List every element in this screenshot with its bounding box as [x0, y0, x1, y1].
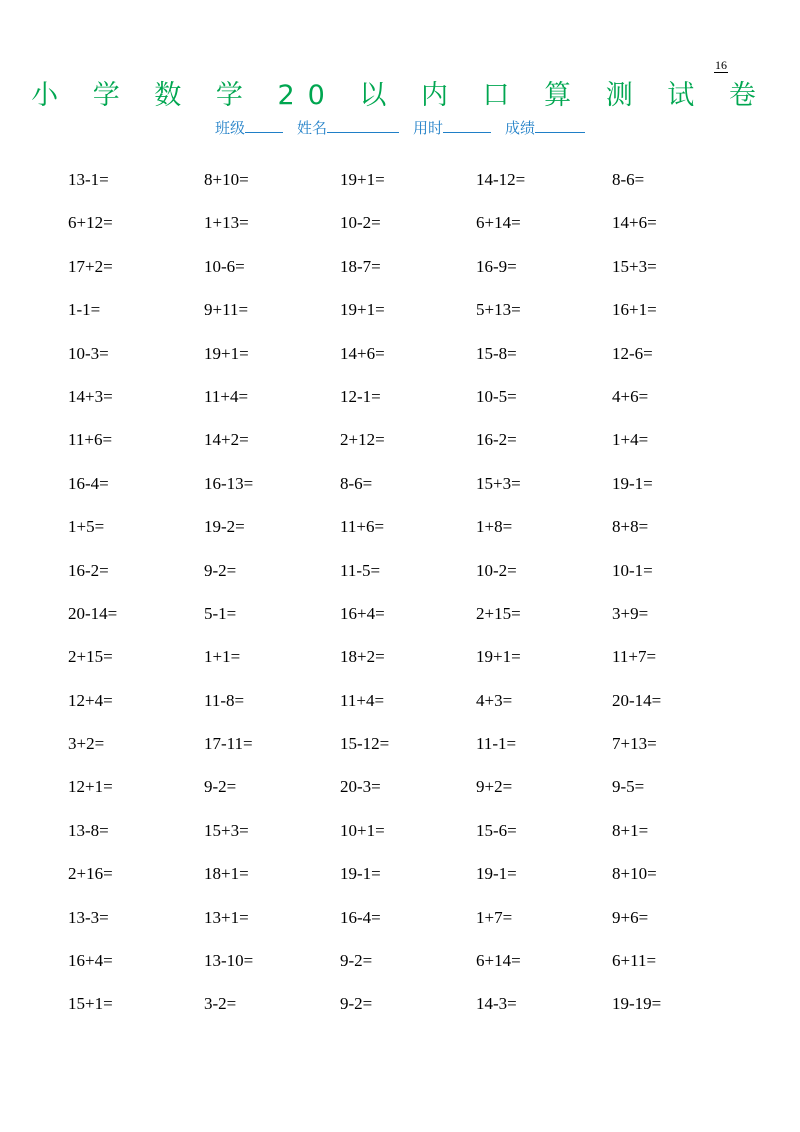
arithmetic-problem: 9+11=	[204, 300, 249, 320]
arithmetic-problem: 11+6=	[340, 517, 385, 537]
arithmetic-problem: 18+2=	[340, 647, 385, 667]
arithmetic-problem: 16-4=	[68, 473, 109, 493]
arithmetic-problem: 14+6=	[612, 213, 657, 233]
arithmetic-problem: 10-1=	[612, 560, 653, 580]
arithmetic-problem: 1+1=	[204, 647, 241, 667]
arithmetic-problem: 1+7=	[476, 907, 513, 927]
arithmetic-problem: 10-2=	[340, 213, 381, 233]
arithmetic-problem: 9-2=	[340, 994, 373, 1014]
arithmetic-problem: 13-3=	[68, 907, 109, 927]
arithmetic-problem: 20-3=	[340, 777, 381, 797]
arithmetic-problem: 2+15=	[476, 603, 521, 623]
info-field-label: 班级	[214, 119, 245, 137]
arithmetic-problem: 16-2=	[68, 560, 109, 580]
arithmetic-problem: 18+1=	[204, 864, 249, 884]
arithmetic-problem: 8+10=	[612, 864, 657, 884]
arithmetic-problem: 10-3=	[68, 343, 109, 363]
arithmetic-problem: 19+1=	[476, 647, 521, 667]
arithmetic-problem: 9+6=	[612, 907, 649, 927]
arithmetic-problem: 2+15=	[68, 647, 113, 667]
arithmetic-problem: 16-9=	[476, 256, 517, 276]
arithmetic-problem: 10+1=	[340, 820, 385, 840]
arithmetic-problem: 8+8=	[612, 517, 649, 537]
fill-in-blank	[327, 116, 399, 133]
name-field	[297, 116, 399, 139]
arithmetic-problem: 17-11=	[204, 734, 253, 754]
arithmetic-problem: 11+7=	[612, 647, 657, 667]
arithmetic-problem: 11-8=	[204, 690, 245, 710]
arithmetic-problem: 12-6=	[612, 343, 653, 363]
arithmetic-problem: 14+6=	[340, 343, 385, 363]
arithmetic-problem: 1+5=	[68, 517, 105, 537]
arithmetic-problem: 9-2=	[204, 777, 237, 797]
arithmetic-problem: 14-12=	[476, 170, 526, 189]
time-field	[413, 116, 491, 139]
arithmetic-problem: 19+1=	[340, 170, 385, 189]
arithmetic-problem: 15+3=	[476, 473, 521, 493]
arithmetic-problem: 19+1=	[340, 300, 385, 320]
arithmetic-problem: 15-12=	[340, 734, 390, 754]
arithmetic-problem: 13-1=	[68, 170, 109, 189]
arithmetic-problem: 1+8=	[476, 517, 513, 537]
arithmetic-problem: 19+1=	[204, 343, 249, 363]
arithmetic-problem: 19-2=	[204, 517, 245, 537]
arithmetic-problem: 10-6=	[204, 256, 245, 276]
arithmetic-problem: 19-1=	[612, 473, 653, 493]
info-field-label: 姓名	[296, 119, 327, 137]
arithmetic-problem: 8-6=	[612, 170, 645, 189]
worksheet-title: 小 学 数 学 20 以 内 口 算 测 试 卷	[31, 80, 769, 111]
fill-in-blank	[245, 116, 283, 133]
arithmetic-problem: 4+6=	[612, 386, 649, 406]
arithmetic-problem: 17+2=	[68, 256, 113, 276]
arithmetic-problem: 19-19=	[612, 994, 662, 1014]
arithmetic-problem: 15+3=	[204, 820, 249, 840]
arithmetic-problem: 14+3=	[68, 386, 113, 406]
arithmetic-problem: 11-1=	[476, 734, 517, 754]
arithmetic-problem: 19-1=	[340, 864, 381, 884]
arithmetic-problem: 18-7=	[340, 256, 381, 276]
arithmetic-problem: 13+1=	[204, 907, 249, 927]
arithmetic-problem: 16-4=	[340, 907, 381, 927]
arithmetic-problem: 9-2=	[340, 951, 373, 971]
arithmetic-problem: 7+13=	[612, 734, 657, 754]
arithmetic-problem: 12+4=	[68, 690, 113, 710]
arithmetic-problem: 6+11=	[612, 951, 657, 971]
arithmetic-problem: 3+9=	[612, 603, 649, 623]
arithmetic-problem: 20-14=	[612, 690, 662, 710]
arithmetic-problem: 3+2=	[68, 734, 105, 754]
arithmetic-problem: 3-2=	[204, 994, 237, 1014]
arithmetic-problem: 11+6=	[68, 430, 113, 450]
arithmetic-problem: 14-3=	[476, 994, 517, 1014]
arithmetic-problem: 9-5=	[612, 777, 645, 797]
arithmetic-problem: 15+3=	[612, 256, 657, 276]
info-field-label: 用时	[413, 119, 444, 137]
arithmetic-problem: 19-1=	[476, 864, 517, 884]
arithmetic-problem: 4+3=	[476, 690, 513, 710]
info-field-label: 成绩	[505, 119, 536, 137]
arithmetic-problem: 6+14=	[476, 951, 521, 971]
arithmetic-problem: 20-14=	[68, 603, 118, 623]
arithmetic-problem: 12+1=	[68, 777, 113, 797]
problem-grid	[68, 168, 732, 1036]
student-info-line	[0, 116, 800, 139]
arithmetic-problem: 13-8=	[68, 820, 109, 840]
fill-in-blank	[535, 116, 585, 133]
arithmetic-problem: 12-1=	[340, 386, 381, 406]
arithmetic-problem: 9+2=	[476, 777, 513, 797]
class-field	[215, 116, 283, 139]
arithmetic-problem: 6+12=	[68, 213, 113, 233]
arithmetic-problem: 16-2=	[476, 430, 517, 450]
arithmetic-problem: 8-6=	[340, 473, 373, 493]
arithmetic-problem: 15-8=	[476, 343, 517, 363]
arithmetic-problem: 14+2=	[204, 430, 249, 450]
arithmetic-problem: 5-1=	[204, 603, 237, 623]
arithmetic-problem: 15-6=	[476, 820, 517, 840]
arithmetic-problem: 6+14=	[476, 213, 521, 233]
arithmetic-problem: 5+13=	[476, 300, 521, 320]
arithmetic-problem: 2+16=	[68, 864, 113, 884]
arithmetic-problem: 13-10=	[204, 951, 254, 971]
page-number: 16	[715, 58, 727, 72]
score-field	[505, 116, 585, 139]
arithmetic-problem: 10-5=	[476, 386, 517, 406]
arithmetic-problem: 16+1=	[612, 300, 657, 320]
arithmetic-problem: 11+4=	[204, 386, 249, 406]
arithmetic-problem: 16+4=	[68, 951, 113, 971]
arithmetic-problem: 15+1=	[68, 994, 113, 1014]
fill-in-blank	[443, 116, 491, 133]
arithmetic-problem: 8+10=	[204, 170, 249, 189]
arithmetic-problem: 1+13=	[204, 213, 249, 233]
arithmetic-problem: 11+4=	[340, 690, 385, 710]
arithmetic-problem: 16-13=	[204, 473, 254, 493]
arithmetic-problem: 1-1=	[68, 300, 101, 320]
arithmetic-problem: 1+4=	[612, 430, 649, 450]
arithmetic-problem: 8+1=	[612, 820, 649, 840]
arithmetic-problem: 16+4=	[340, 603, 385, 623]
arithmetic-problem: 9-2=	[204, 560, 237, 580]
arithmetic-problem: 2+12=	[340, 430, 385, 450]
arithmetic-problem: 10-2=	[476, 560, 517, 580]
arithmetic-problem: 11-5=	[340, 560, 381, 580]
